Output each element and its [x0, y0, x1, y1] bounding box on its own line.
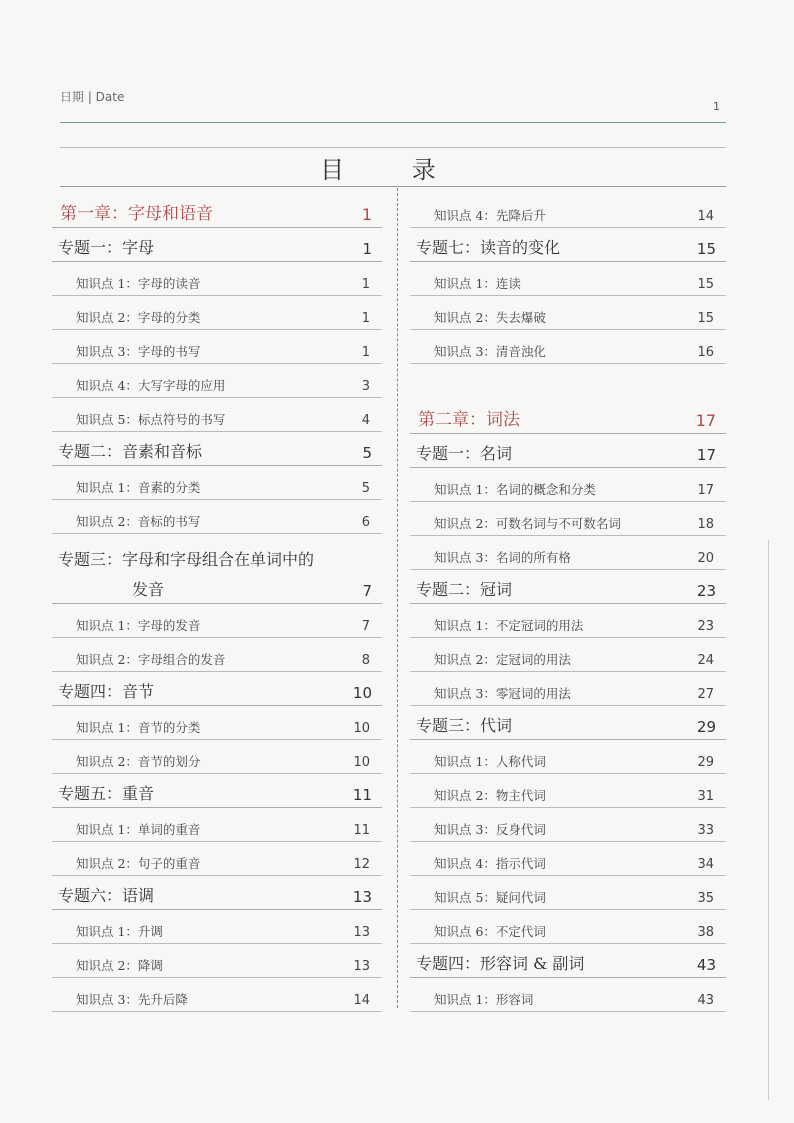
column-divider [397, 188, 398, 1008]
toc-entry-label: 知识点 2：可数名词与不可数名词 [434, 516, 621, 531]
toc-entry-label-continued: 发音 [132, 580, 165, 599]
toc-entry-page: 3 [361, 379, 370, 394]
toc-entry-topic[interactable] [410, 706, 726, 740]
toc-entry-page: 4 [361, 413, 370, 428]
toc-entry-topic[interactable] [52, 876, 382, 910]
toc-entry-kp[interactable] [52, 330, 382, 364]
toc-entry-label: 知识点 2：字母组合的发音 [76, 652, 226, 667]
toc-entry-label: 知识点 2：音标的书写 [76, 514, 201, 529]
toc-entry-topic2[interactable] [52, 534, 382, 604]
toc-entry-page: 8 [361, 653, 370, 668]
title-rule-bottom [60, 186, 726, 187]
toc-entry-label: 知识点 2：物主代词 [434, 788, 546, 803]
toc-entry-page: 29 [696, 718, 716, 736]
toc-entry-kp[interactable] [52, 910, 382, 944]
toc-entry-page: 13 [352, 888, 372, 906]
toc-entry-label: 知识点 1：名词的概念和分类 [434, 482, 596, 497]
toc-entry-kp[interactable] [410, 876, 726, 910]
toc-entry-topic[interactable] [52, 228, 382, 262]
toc-entry-label: 知识点 1：音素的分类 [76, 480, 201, 495]
toc-entry-label: 知识点 2：音节的划分 [76, 754, 201, 769]
toc-entry-page: 33 [697, 823, 714, 838]
toc-entry-kp[interactable] [410, 330, 726, 364]
toc-entry-kp[interactable] [410, 536, 726, 570]
toc-entry-kp[interactable] [410, 808, 726, 842]
toc-entry-page: 17 [695, 411, 716, 430]
toc-entry-kp[interactable] [410, 604, 726, 638]
toc-entry-kp[interactable] [52, 262, 382, 296]
toc-entry-kp[interactable] [410, 638, 726, 672]
toc-entry-kp[interactable] [52, 978, 382, 1012]
toc-entry-label: 知识点 1：音节的分类 [76, 720, 201, 735]
toc-entry-page: 29 [697, 755, 714, 770]
toc-entry-page: 7 [362, 582, 372, 600]
toc-entry-kp[interactable] [410, 502, 726, 536]
toc-entry-label: 知识点 5：标点符号的书写 [76, 412, 226, 427]
toc-entry-topic[interactable] [410, 434, 726, 468]
toc-entry-kp[interactable] [52, 296, 382, 330]
toc-entry-page: 24 [697, 653, 714, 668]
toc-entry-page: 18 [697, 517, 714, 532]
toc-entry-kp[interactable] [52, 638, 382, 672]
toc-entry-page: 5 [362, 444, 372, 462]
toc-entry-kp[interactable] [52, 944, 382, 978]
toc-entry-label: 知识点 2：字母的分类 [76, 310, 201, 325]
toc-entry-label: 知识点 4：大写字母的应用 [76, 378, 226, 393]
toc-entry-label: 专题五：重音 [58, 784, 155, 803]
toc-entry-topic[interactable] [52, 672, 382, 706]
toc-entry-chapter[interactable] [52, 194, 382, 228]
toc-entry-kp[interactable] [52, 398, 382, 432]
toc-entry-page: 43 [696, 956, 716, 974]
toc-entry-chapter[interactable] [410, 400, 726, 434]
toc-entry-kp[interactable] [410, 296, 726, 330]
toc-entry-label: 专题二：音素和音标 [58, 442, 203, 461]
toc-entry-label: 知识点 1：字母的读音 [76, 276, 201, 291]
toc-entry-label: 知识点 1：形容词 [434, 992, 534, 1007]
toc-entry-label: 专题一：字母 [58, 238, 155, 257]
toc-entry-page: 12 [353, 857, 370, 872]
page-number: 1 [713, 100, 720, 113]
toc-entry-continuation [52, 577, 382, 600]
toc-entry-page: 20 [697, 551, 714, 566]
toc-entry-kp[interactable] [410, 468, 726, 502]
toc-entry-label: 专题二：冠词 [416, 580, 513, 599]
toc-right-column [410, 194, 726, 1012]
toc-entry-page: 38 [697, 925, 714, 940]
toc-left-column [52, 194, 382, 1012]
toc-entry-page: 10 [353, 721, 370, 736]
toc-entry-label: 知识点 3：零冠词的用法 [434, 686, 571, 701]
toc-entry-page: 11 [353, 823, 370, 838]
toc-entry-label: 第二章：词法 [418, 410, 520, 430]
toc-entry-label: 知识点 3：反身代词 [434, 822, 546, 837]
title-rule-top [60, 147, 726, 148]
toc-entry-label: 知识点 1：单词的重音 [76, 822, 201, 837]
toc-entry-label: 专题三：代词 [416, 716, 513, 735]
toc-entry-label: 专题四：音节 [58, 682, 155, 701]
toc-entry-label: 知识点 1：人称代词 [434, 754, 546, 769]
toc-entry-page: 1 [361, 311, 370, 326]
toc-entry-page: 1 [362, 240, 372, 258]
toc-entry-kp[interactable] [410, 842, 726, 876]
toc-entry-page: 1 [361, 205, 372, 224]
toc-entry-label: 知识点 3：名词的所有格 [434, 550, 571, 565]
toc-entry-page: 7 [361, 619, 370, 634]
toc-entry-page: 27 [697, 687, 714, 702]
toc-entry-topic[interactable] [52, 432, 382, 466]
toc-entry-kp[interactable] [52, 706, 382, 740]
toc-entry-label: 专题一：名词 [416, 444, 513, 463]
toc-entry-page: 16 [697, 345, 714, 360]
toc-entry-label: 知识点 2：降调 [76, 958, 163, 973]
toc-entry-kp[interactable] [410, 262, 726, 296]
toc-entry-page: 43 [697, 993, 714, 1008]
toc-entry-page: 1 [361, 277, 370, 292]
toc-entry-page: 5 [361, 481, 370, 496]
toc-entry-topic[interactable] [410, 228, 726, 262]
toc-entry-kp[interactable] [410, 194, 726, 228]
toc-entry-kp[interactable] [410, 740, 726, 774]
toc-entry-kp[interactable] [52, 740, 382, 774]
toc-entry-topic[interactable] [52, 774, 382, 808]
toc-entry-page: 14 [353, 993, 370, 1008]
toc-entry-topic[interactable] [410, 944, 726, 978]
toc-entry-label: 知识点 3：字母的书写 [76, 344, 201, 359]
toc-entry-label: 知识点 1：不定冠词的用法 [434, 618, 584, 633]
toc-entry-kp[interactable] [410, 672, 726, 706]
toc-entry-label: 知识点 6：不定代词 [434, 924, 546, 939]
toc-entry-label: 知识点 2：失去爆破 [434, 310, 546, 325]
toc-entry-page: 10 [352, 684, 372, 702]
toc-entry-kp[interactable] [52, 466, 382, 500]
page-header [60, 88, 726, 123]
toc-entry-kp[interactable] [52, 808, 382, 842]
toc-entry-kp[interactable] [410, 774, 726, 808]
toc-entry-kp[interactable] [410, 978, 726, 1012]
toc-entry-page: 14 [697, 209, 714, 224]
toc-entry-label: 知识点 3：清音浊化 [434, 344, 546, 359]
toc-entry-label: 知识点 4：先降后升 [434, 208, 546, 223]
toc-entry-kp[interactable] [52, 500, 382, 534]
toc-entry-label: 知识点 2：句子的重音 [76, 856, 201, 871]
toc-entry-kp[interactable] [52, 604, 382, 638]
toc-entry-label: 专题七：读音的变化 [416, 238, 561, 257]
toc-entry-page: 15 [697, 311, 714, 326]
toc-entry-page: 23 [696, 582, 716, 600]
toc-entry-kp[interactable] [410, 910, 726, 944]
toc-entry-page: 15 [696, 240, 716, 258]
toc-entry-label: 知识点 5：疑问代词 [434, 890, 546, 905]
date-label: 日期 | Date [60, 90, 125, 104]
toc-entry-page: 10 [353, 755, 370, 770]
toc-entry-page: 6 [361, 515, 370, 530]
toc-entry-page: 31 [697, 789, 714, 804]
toc-entry-page: 23 [697, 619, 714, 634]
toc-entry-page: 34 [697, 857, 714, 872]
toc-entry-topic[interactable] [410, 570, 726, 604]
toc-entry-kp[interactable] [52, 842, 382, 876]
toc-entry-kp[interactable] [52, 364, 382, 398]
toc-entry-label: 知识点 2：定冠词的用法 [434, 652, 571, 667]
toc-entry-label: 知识点 1：升调 [76, 924, 163, 939]
toc-entry-label: 知识点 1：连读 [434, 276, 521, 291]
toc-title: 目 录 [320, 156, 466, 184]
toc-entry-label: 专题六：语调 [58, 886, 155, 905]
toc-entry-page: 13 [353, 925, 370, 940]
toc-entry-page: 35 [697, 891, 714, 906]
page-edge-line [768, 540, 769, 1100]
toc-entry-page: 1 [361, 345, 370, 360]
toc-entry-page: 17 [697, 483, 714, 498]
toc-entry-page: 13 [353, 959, 370, 974]
toc-entry-page: 15 [697, 277, 714, 292]
toc-entry-label: 第一章：字母和语音 [60, 204, 213, 224]
toc-entry-page: 11 [352, 786, 372, 804]
toc-entry-label: 专题四：形容词 & 副词 [416, 954, 585, 973]
toc-entry-label: 知识点 4：指示代词 [434, 856, 546, 871]
toc-entry-page: 17 [696, 446, 716, 464]
toc-entry-label: 专题三：字母和字母组合在单词中的 [58, 550, 315, 569]
toc-spacer [410, 364, 726, 400]
toc-entry-label: 知识点 1：字母的发音 [76, 618, 201, 633]
toc-entry-label: 知识点 3：先升后降 [76, 992, 188, 1007]
